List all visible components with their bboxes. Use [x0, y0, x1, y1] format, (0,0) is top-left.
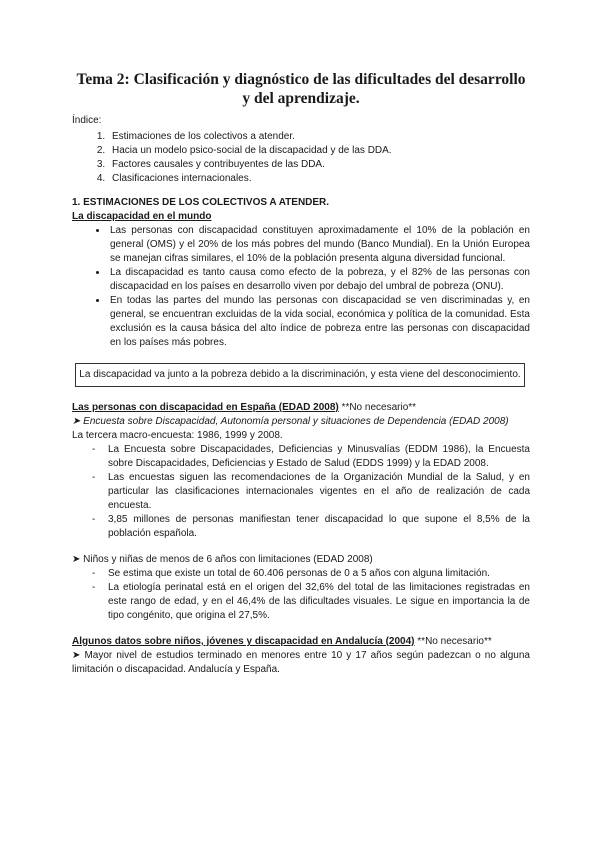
not-needed-note: **No necesario** — [417, 636, 492, 647]
index-item: 3. Factores causales y contribuyentes de las DDA. — [108, 158, 530, 172]
dash-list — [72, 567, 530, 623]
index-item: 4. Clasificaciones internacionales. — [108, 172, 530, 186]
subsection-heading: La discapacidad en el mundo — [72, 211, 212, 222]
document-page — [72, 70, 530, 677]
spain-heading: Las personas con discapacidad en España (EDAD 2008) — [72, 402, 339, 413]
bullet-item: • Las personas con discapacidad constituyen aproximadamente el 10% de la población en general (OMS) y el 20% de los más pobres del mundo (Banco Mundial). En la Unión Europea se manejan cifras similares, el 10% de la población presenta alguna diversidad funcional. — [108, 224, 530, 266]
third-survey-line: La tercera macro-encuesta: 1986, 1999 y 2008. — [72, 430, 283, 441]
summary-box: La discapacidad va junto a la pobreza debido a la discriminación, y esta viene del desconocimiento. — [75, 363, 525, 387]
dash-item: - Se estima que existe un total de 60.406 personas de 0 a 5 años con alguna limitación. — [108, 567, 530, 581]
andalucia-heading-line — [72, 635, 530, 649]
index-list — [72, 130, 530, 186]
children-heading: ➤ Niños y niñas de menos de 6 años con limitaciones (EDAD 2008) — [72, 554, 373, 565]
dash-item: - Las encuestas siguen las recomendaciones de la Organización Mundial de la Salud, y en particular las clasificaciones internacionales vigentes en el año de realización de cada encuesta. — [108, 471, 530, 513]
survey-line: ➤ Encuesta sobre Discapacidad, Autonomía personal y situaciones de Dependencia (EDAD 2008) — [72, 416, 509, 427]
page-title: Tema 2: Clasificación y diagnóstico de las dificultades del desarrollo y del aprendizaje. — [76, 71, 526, 107]
bullet-list — [72, 224, 530, 350]
spain-heading-line — [72, 401, 530, 415]
bullet-item: • En todas las partes del mundo las personas con discapacidad se ven discriminadas y, en general, se encuentran excluidas de la vida social, económica y política de la comunidad. Esta exclusión es la causa básica del alto índice de pobreza entre las personas con discapacidad en los países más pobres. — [108, 294, 530, 350]
andalucia-heading: Algunos datos sobre niños, jóvenes y discapacidad en Andalucía (2004) — [72, 636, 415, 647]
not-needed-note: **No necesario** — [341, 402, 417, 413]
dash-item: - La Encuesta sobre Discapacidades, Deficiencias y Minusvalías (EDDM 1986), la Encuesta sobre Discapacidades, Deficiencias y Estado de Salud (EDDS 1999) y la EDAD 2008. — [108, 443, 530, 471]
dash-list — [72, 443, 530, 541]
andalucia-text: ➤ Mayor nivel de estudios terminado en menores entre 10 y 17 años según padezcan o no alguna limitación o discapacidad. Andalucía y España. — [72, 650, 530, 675]
dash-item: - 3,85 millones de personas manifiestan tener discapacidad lo que supone el 8,5% de la población española. — [108, 513, 530, 541]
index-item: 1. Estimaciones de los colectivos a atender. — [108, 130, 530, 144]
dash-item: - La etiología perinatal está en el origen del 32,6% del total de las limitaciones registradas en este rango de edad, y en el 46,4% de las dificultades visuales. Le sigue en importancia la de tipo congénito, que origina el 27,5%. — [108, 581, 530, 623]
index-item: 2. Hacia un modelo psico-social de la discapacidad y de las DDA. — [108, 144, 530, 158]
bullet-item: • La discapacidad es tanto causa como efecto de la pobreza, y el 82% de las personas con discapacidad en los países en desarrollo viven por debajo del umbral de pobreza (ONU). — [108, 266, 530, 294]
index-label: Índice: — [72, 115, 102, 126]
section-heading: 1. ESTIMACIONES DE LOS COLECTIVOS A ATENDER. — [72, 197, 330, 208]
